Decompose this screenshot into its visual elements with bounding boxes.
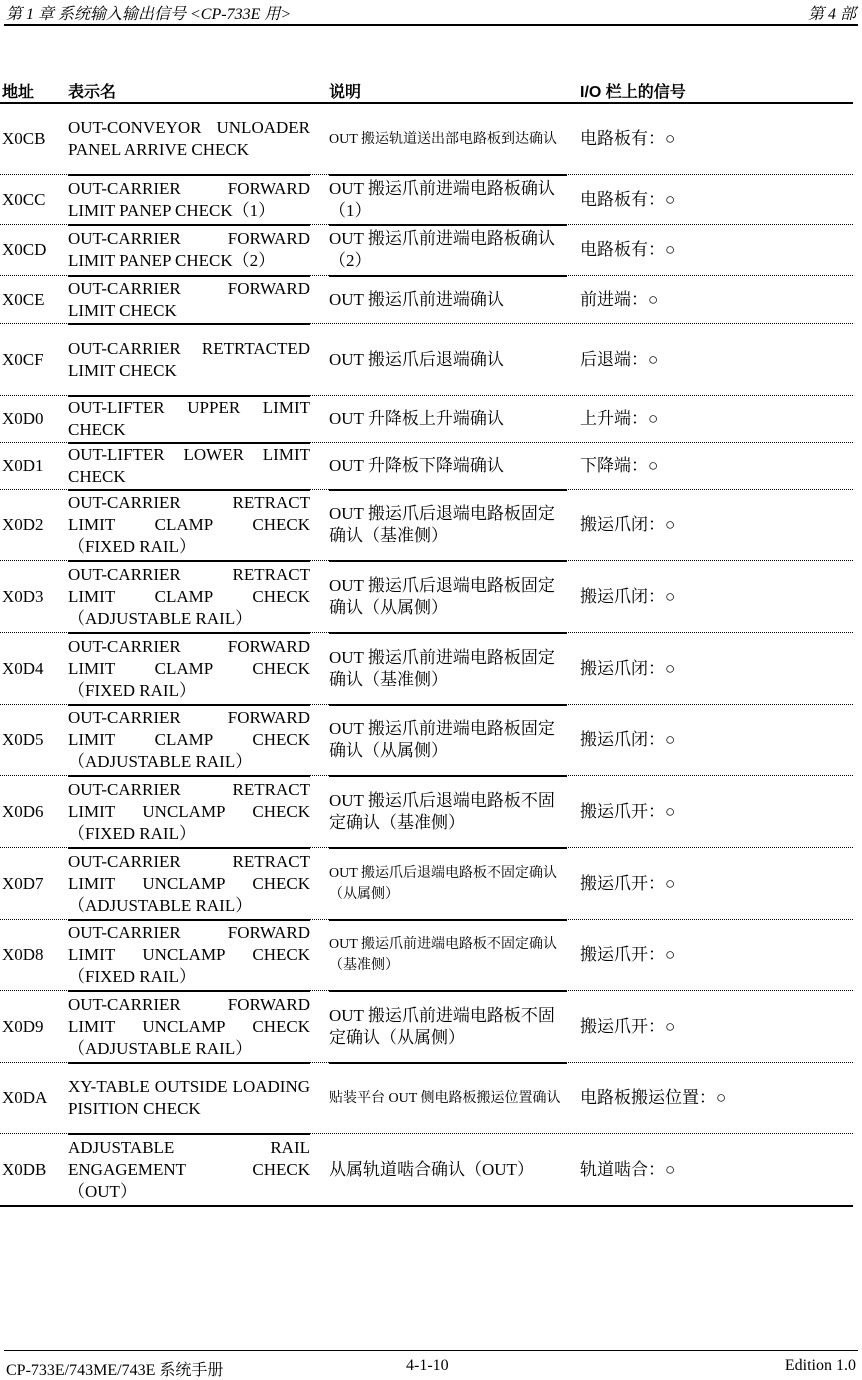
table-row [0,175,853,225]
table-row [0,490,853,561]
name-cell: OUT-CARRIER RETRACT LIMIT CLAMP CHECK （ADJUSTABLE RAIL） [68,564,310,628]
col-header-desc: 说明 [329,84,362,101]
desc-cell: OUT 搬运爪后退端确认 [329,349,504,369]
signal-cell: 搬运爪闭：○ [580,515,676,534]
name-cell: OUT-CARRIER FORWARD LIMIT CLAMP CHECK （FIXED RAIL） [68,636,310,700]
part-label: 第 4 部 [807,6,856,23]
signal-cell: 搬运爪开：○ [580,801,676,821]
row-separator [68,919,310,921]
table-row [0,705,853,776]
signal-cell: 轨道啮合：○ [580,1159,676,1179]
row-separator [68,489,310,491]
name-cell: OUT-CARRIER FORWARD LIMIT PANEP CHECK（1） [68,178,310,220]
desc-cell: OUT 搬运爪后退端电路板不固定确认（从属侧） [329,865,558,902]
name-cell: OUT-CARRIER RETRACT LIMIT CLAMP CHECK （FIXED RAIL） [68,493,310,556]
row-separator [329,847,567,849]
desc-cell: OUT 升降板上升端确认 [329,409,504,428]
table-row [0,991,853,1063]
edition: Edition 1.0 [784,1357,856,1374]
table-body [0,104,853,1207]
table-row [0,633,853,705]
desc-cell: 贴装平台 OUT 侧电路板搬运位置确认 [329,1090,561,1106]
signal-cell: 上升端：○ [580,409,659,428]
page-number: 4-1-10 [406,1357,449,1374]
signal-cell: 电路板有：○ [580,240,676,259]
desc-cell: OUT 搬运轨道送出部电路板到达确认 [329,131,558,147]
row-separator [68,395,310,397]
signal-cell: 搬运爪闭：○ [580,658,676,678]
row-separator [68,1062,310,1064]
signal-cell: 搬运爪开：○ [580,945,676,964]
address-cell: X0CB [2,129,46,148]
row-separator [329,174,567,176]
row-separator [68,632,310,634]
name-cell: OUT-CARRIER RETRACT LIMIT UNCLAMP CHECK （FIXED RAIL） [68,779,310,843]
name-cell: OUT-LIFTER UPPER LIMIT CHECK [68,398,310,439]
address-cell: X0DA [2,1088,48,1107]
col-header-name: 表示名 [68,84,117,101]
row-separator [68,275,310,277]
table-row [0,776,853,848]
row-separator [329,919,567,921]
signal-cell: 搬运爪开：○ [580,1016,676,1036]
address-cell: X0D2 [2,515,44,534]
signal-cell: 前进端：○ [580,289,659,309]
name-cell: OUT-CONVEYOR UNLOADER PANEL ARRIVE CHECK [68,118,310,159]
name-cell: OUT-CARRIER RETRTACTED LIMIT CHECK [68,338,310,380]
address-cell: X0D4 [2,658,44,678]
name-cell: OUT-CARRIER FORWARD LIMIT UNCLAMP CHECK （FIXED RAIL） [68,923,310,986]
table-row [0,276,853,324]
row-separator [329,775,567,777]
table-row [0,396,853,443]
address-cell: X0D8 [2,945,44,964]
io-signal-table [0,77,853,1207]
name-cell: OUT-CARRIER FORWARD LIMIT UNCLAMP CHECK （ADJUSTABLE RAIL） [68,994,310,1058]
address-cell: X0CE [2,289,45,309]
signal-cell: 电路板有：○ [580,189,676,209]
desc-cell: OUT 搬运爪前进端电路板固定确认（从属侧） [329,719,555,760]
table-row [0,848,853,920]
row-separator [68,224,310,226]
desc-cell: OUT 搬运爪后退端电路板固定确认（基准侧） [329,504,555,545]
address-cell: X0D3 [2,586,44,606]
name-cell: OUT-CARRIER RETRACT LIMIT UNCLAMP CHECK （ADJUSTABLE RAIL） [68,851,310,915]
table-row [0,1063,853,1134]
address-cell: X0CC [2,189,46,209]
signal-cell: 下降端：○ [580,456,659,475]
chapter-title: 第 1 章 系统输入输出信号 <CP-733E 用> [6,6,292,23]
signal-cell: 搬运爪开：○ [580,873,676,893]
table-row [0,1134,853,1207]
row-separator [68,704,310,706]
table-row [0,225,853,276]
row-separator [68,442,310,444]
desc-cell: OUT 搬运爪前进端电路板不固定确认（基准侧） [329,937,558,973]
col-header-signal: I/O 栏上的信号 [580,84,686,101]
signal-cell: 搬运爪闭：○ [580,586,676,606]
col-header-address: 地址 [2,84,35,101]
signal-cell: 后退端：○ [580,349,659,369]
desc-cell: OUT 搬运爪后退端电路板不固定确认（基准侧） [329,790,555,832]
name-cell: OUT-LIFTER LOWER LIMIT CHECK [68,445,310,486]
row-separator [68,990,310,992]
table-row [0,443,853,490]
row-separator [329,990,567,992]
address-cell: X0D7 [2,873,44,893]
name-cell: OUT-CARRIER FORWARD LIMIT CLAMP CHECK （ADJUSTABLE RAIL） [68,708,310,771]
signal-cell: 电路板有：○ [580,129,676,148]
row-separator [68,560,310,562]
address-cell: X0CD [2,240,47,259]
address-cell: X0D5 [2,730,44,749]
table-row [0,104,853,175]
desc-cell: OUT 搬运爪前进端电路板不固定确认（从属侧） [329,1005,555,1047]
table-row [0,920,853,991]
row-separator [329,704,567,706]
address-cell: X0D9 [2,1016,44,1036]
row-separator [329,1062,567,1064]
desc-cell: OUT 搬运爪前进端确认 [329,289,504,309]
signal-cell: 电路板搬运位置：○ [580,1088,727,1107]
desc-cell: OUT 搬运爪前进端电路板固定确认（基准侧） [329,647,555,689]
desc-cell: 从属轨道啮合确认（OUT） [329,1159,534,1179]
table-header [0,77,853,104]
desc-cell: OUT 搬运爪前进端电路板确认（2） [329,229,555,270]
address-cell: X0DB [2,1159,47,1179]
row-separator [329,632,567,634]
row-separator [68,323,310,325]
name-cell: OUT-CARRIER FORWARD LIMIT CHECK [68,278,310,320]
manual-title: CP-733E/743ME/743E 系统手册 [6,1362,224,1379]
name-cell: XY-TABLE OUTSIDE LOADING PISITION CHECK [68,1077,310,1118]
row-separator [329,224,567,226]
desc-cell: OUT 搬运爪后退端电路板固定确认（从属侧） [329,575,555,617]
table-row [0,561,853,633]
row-separator [68,1133,310,1135]
address-cell: X0D0 [2,409,44,428]
row-separator [68,174,310,176]
desc-cell: OUT 搬运爪前进端电路板确认（1） [329,178,555,220]
desc-cell: OUT 升降板下降端确认 [329,456,504,475]
address-cell: X0CF [2,349,44,369]
row-separator [68,775,310,777]
row-separator [329,275,567,277]
address-cell: X0D1 [2,456,44,475]
signal-cell: 搬运爪闭：○ [580,730,676,749]
page-footer [4,1350,858,1377]
address-cell: X0D6 [2,801,44,821]
name-cell: ADJUSTABLE RAIL ENGAGEMENT CHECK （OUT） [68,1137,310,1201]
row-separator [68,847,310,849]
table-row [0,324,853,396]
row-separator [329,489,567,491]
page-header [4,0,858,26]
row-separator [329,560,567,562]
name-cell: OUT-CARRIER FORWARD LIMIT PANEP CHECK（2） [68,229,310,270]
